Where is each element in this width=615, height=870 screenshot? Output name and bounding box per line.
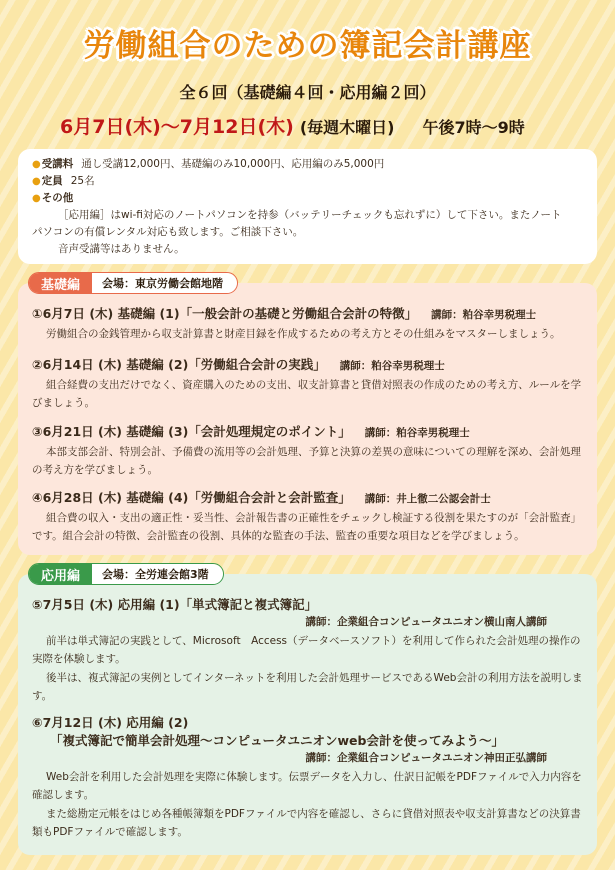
lecture-6-lecturer: 講師：企業組合コンピュータユニオン神田正弘講師	[305, 752, 547, 764]
lecture-3-head: ③6月21日 (木) 基礎編 (3)「会計処理規定のポイント」	[32, 424, 351, 439]
fee-row	[32, 156, 583, 173]
lecture-5-lecturer: 講師：企業組合コンピュータユニオン横山南人講師	[305, 616, 547, 628]
weekly-note: (毎週木曜日)	[299, 118, 395, 137]
capacity-row	[32, 173, 583, 190]
other-row	[32, 190, 583, 207]
lecture-6-head: ⑥7月12日 (木) 応用編 (2)	[32, 715, 189, 730]
lecture-item-2	[32, 356, 587, 412]
apply-tag-label: 応用編	[29, 564, 92, 584]
other-label: その他	[41, 192, 74, 204]
bullet-icon: ●	[32, 176, 41, 187]
lecture-4-lecturer: 講師：井上徹二公認会計士	[364, 493, 491, 505]
lecture-6-subhead: 「複式簿記で簡単会計処理〜コンピュータユニオンweb会計を使ってみよう〜」	[50, 733, 504, 748]
fee-value: 通し受講12,000円、基礎編のみ10,000円、応用編のみ5,000円	[81, 158, 385, 170]
lecture-5-body-1: 前半は単式簿記の実践として、Microsoft Access（データベースソフト）を利用して作られた会計処理の操作の実際を体験します。	[32, 635, 581, 665]
lecture-1-lecturer: 講師：粕谷幸男税理士	[431, 309, 537, 321]
other-line-2: パソコンの有償レンタル対応も致します。ご相談下さい。	[32, 226, 304, 238]
page-subtitle: 全６回（基礎編４回・応用編２回）	[179, 83, 436, 102]
lecture-item-3	[32, 423, 587, 479]
lecture-2-head: ②6月14日 (木) 基礎編 (2)「労働組合会計の実践」	[32, 357, 326, 372]
basic-tag	[28, 272, 238, 294]
lecture-4-head: ④6月28日 (木) 基礎編 (4)「労働組合会計と会計監査」	[32, 490, 351, 505]
bullet-icon: ●	[32, 193, 41, 204]
date-range: 6月7日(木)〜7月12日(木)	[60, 116, 294, 138]
time-range: 午後7時〜9時	[422, 118, 525, 137]
lecture-item-4	[32, 489, 587, 545]
bullet-icon: ●	[32, 159, 41, 170]
lecture-1-head: ①6月7日 (木) 基礎編 (1)「一般会計の基礎と労働組合会計の特徴」	[32, 306, 418, 321]
lecture-6-body-1: Web会計を利用した会計処理を実際に体験します。伝票データを入力し、仕訳日記帳をPDFファイルで入力内容を確認します。	[32, 771, 582, 801]
apply-section	[18, 568, 597, 855]
other-line-3: 音声受講等はありません。	[58, 243, 185, 255]
lecture-6-body-2: また総勘定元帳をはじめ各種帳簿類をPDFファイルで内容を確認し、さらに貸借対照表や収支計算書などの決算書類もPDFファイルで確認します。	[32, 808, 581, 838]
lecture-2-body: 組合経費の支出だけでなく、資産購入のための支出、収支計算書と貸借対照表の作成のための考え方、ルールを学びましょう。	[32, 379, 582, 409]
schedule-dates	[60, 112, 600, 139]
lecture-item-1	[32, 305, 587, 343]
lecture-5-body-2: 後半は、複式簿記の実例としてインターネットを利用した会計処理サービスであるWeb会計の利用方法を説明します。	[32, 672, 583, 702]
page-title: 労働組合のための簿記会計講座	[83, 28, 532, 64]
fee-label: 受講料	[41, 158, 74, 170]
basic-tag-label: 基礎編	[29, 273, 92, 293]
capacity-label: 定員	[41, 175, 63, 187]
lecture-4-body: 組合費の収入・支出の適正性・妥当性、会計報告書の正確性をチェックし検証する役割を果たすのが「会計監査」です。組合会計の特徴、会計監査の役割、具体的な監査の手法、監査の重要な項目などを学びましょう。	[32, 512, 582, 542]
capacity-value: 25名	[70, 175, 95, 187]
lecture-3-lecturer: 講師：粕谷幸男税理士	[364, 427, 470, 439]
lecture-item-5	[32, 596, 587, 705]
lecture-1-body: 労働組合の金銭管理から収支計算書と財産目録を作成するための考え方とその仕組みをマスターしましょう。	[46, 328, 561, 340]
lecture-5-head: ⑤7月5日 (木) 応用編 (1)「単式簿記と複式簿記」	[32, 597, 318, 612]
lecture-2-lecturer: 講師：粕谷幸男税理士	[339, 360, 445, 372]
lecture-item-6	[32, 714, 587, 841]
lecture-3-body: 本部支部会計、特別会計、予備費の流用等の会計処理、予算と決算の差異の意味についての理解を深め、会計処理の考え方を学びましょう。	[32, 446, 581, 476]
basic-section	[18, 277, 597, 555]
apply-tag	[28, 563, 224, 585]
apply-venue: 会場：全労連会館3階	[92, 564, 223, 584]
info-box	[18, 149, 597, 264]
other-line-1: ［応用編］はwi-fi対応のノートパソコンを持参（バッテリーチェックも忘れずに）して下さい。またノート	[58, 209, 562, 221]
basic-venue: 会場：東京労働会館地階	[92, 273, 237, 293]
